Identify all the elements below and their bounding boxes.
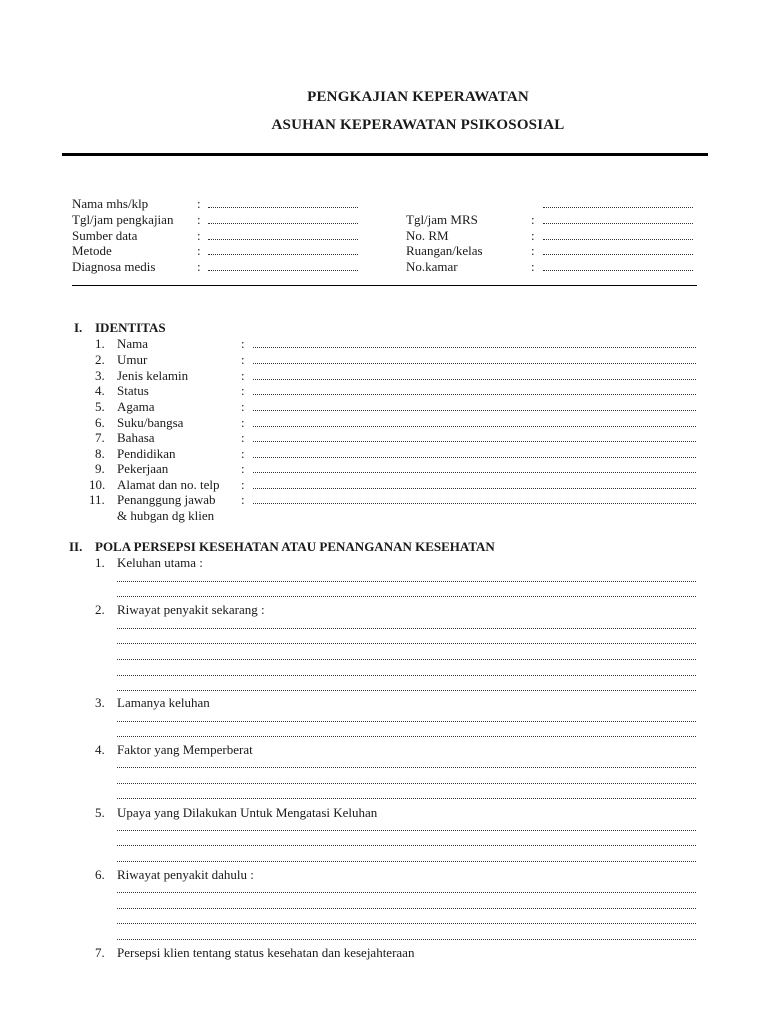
identitas-colon: : xyxy=(241,446,245,461)
identitas-field[interactable] xyxy=(253,338,696,350)
info-field-diagnosa[interactable] xyxy=(208,261,358,273)
title-rule xyxy=(62,153,708,156)
pola-answer-line[interactable] xyxy=(117,899,696,911)
pola-item-number: 6. xyxy=(95,867,105,882)
identitas-item-number: 11. xyxy=(89,492,105,507)
identitas-colon: : xyxy=(241,430,245,445)
pola-answer-line[interactable] xyxy=(117,758,696,770)
pola-answer-line[interactable] xyxy=(117,634,696,646)
info-field-ruangan[interactable] xyxy=(543,245,693,257)
info-colon: : xyxy=(197,196,201,211)
identitas-colon: : xyxy=(241,368,245,383)
pola-item-label: Riwayat penyakit dahulu : xyxy=(117,867,254,882)
identitas-item-number: 6. xyxy=(95,415,105,430)
pola-item-number: 1. xyxy=(95,555,105,570)
identitas-item-number: 3. xyxy=(95,368,105,383)
pola-answer-line[interactable] xyxy=(117,836,696,848)
info-colon: : xyxy=(197,259,201,274)
pola-item-label: Riwayat penyakit sekarang : xyxy=(117,602,265,617)
form-subtitle: ASUHAN KEPERAWATAN PSIKOSOSIAL xyxy=(271,117,565,133)
pola-answer-line[interactable] xyxy=(117,789,696,801)
identitas-field[interactable] xyxy=(253,354,696,366)
identitas-field[interactable] xyxy=(253,417,696,429)
identitas-colon: : xyxy=(241,352,245,367)
pola-answer-line[interactable] xyxy=(117,727,696,739)
pola-item-label: Faktor yang Memperberat xyxy=(117,742,253,757)
pola-answer-line[interactable] xyxy=(117,852,696,864)
identitas-field[interactable] xyxy=(253,448,696,460)
pola-answer-line[interactable] xyxy=(117,666,696,678)
identitas-item-label: Umur xyxy=(117,352,148,367)
identitas-item-label: Status xyxy=(117,383,149,398)
section1-number: I. xyxy=(74,320,83,335)
item11-continuation: & hubgan dg klien xyxy=(117,508,215,523)
info-label-metode: Metode xyxy=(72,243,112,258)
pola-answer-line[interactable] xyxy=(117,712,696,724)
identitas-item-label: Agama xyxy=(117,399,155,414)
info-colon: : xyxy=(531,212,535,227)
identitas-item-label: Pekerjaan xyxy=(117,461,169,476)
identitas-item-label: Suku/bangsa xyxy=(117,415,184,430)
identitas-field[interactable] xyxy=(253,432,696,444)
form-title: PENGKAJIAN KEPERAWATAN xyxy=(307,89,529,105)
info-colon: : xyxy=(531,243,535,258)
pola-item-number: 5. xyxy=(95,805,105,820)
pola-answer-line[interactable] xyxy=(117,883,696,895)
identitas-colon: : xyxy=(241,492,245,507)
info-label-ruangan: Ruangan/kelas xyxy=(406,243,483,258)
identitas-item-label: Jenis kelamin xyxy=(117,368,189,383)
identitas-field[interactable] xyxy=(253,479,696,491)
pola-answer-line[interactable] xyxy=(117,650,696,662)
identitas-item-number: 2. xyxy=(95,352,105,367)
info-field-tgl-mrs[interactable] xyxy=(543,214,693,226)
info-label-tgl-mrs: Tgl/jam MRS xyxy=(406,212,478,227)
identitas-field[interactable] xyxy=(253,385,696,397)
identitas-field[interactable] xyxy=(253,370,696,382)
pola-answer-line[interactable] xyxy=(117,681,696,693)
identitas-field[interactable] xyxy=(253,494,696,506)
identitas-colon: : xyxy=(241,383,245,398)
info-colon: : xyxy=(531,259,535,274)
pola-item-label: Lamanya keluhan xyxy=(117,695,210,710)
identitas-item-number: 9. xyxy=(95,461,105,476)
info-field-no-rm[interactable] xyxy=(543,230,693,242)
identitas-item-number: 1. xyxy=(95,336,105,351)
identitas-colon: : xyxy=(241,399,245,414)
identitas-item-number: 8. xyxy=(95,446,105,461)
info-label-tgl-pengkajian: Tgl/jam pengkajian xyxy=(72,212,174,227)
identitas-item-label: Alamat dan no. telp xyxy=(117,477,220,492)
info-field-no-kamar[interactable] xyxy=(543,261,693,273)
identitas-field[interactable] xyxy=(253,401,696,413)
identitas-item-number: 4. xyxy=(95,383,105,398)
pola-answer-line[interactable] xyxy=(117,821,696,833)
info-colon: : xyxy=(197,243,201,258)
info-label-diagnosa: Diagnosa medis xyxy=(72,259,156,274)
info-label-no-rm: No. RM xyxy=(406,228,449,243)
identitas-item-number: 10. xyxy=(89,477,106,492)
section1-title: IDENTITAS xyxy=(95,320,166,335)
pola-answer-line[interactable] xyxy=(117,914,696,926)
identitas-item-label: Nama xyxy=(117,336,149,351)
pola-item-number: 3. xyxy=(95,695,105,710)
identitas-colon: : xyxy=(241,415,245,430)
identitas-item-label: Penanggung jawab xyxy=(117,492,216,507)
pola-answer-line[interactable] xyxy=(117,774,696,786)
identitas-colon: : xyxy=(241,461,245,476)
pola-answer-line[interactable] xyxy=(117,930,696,942)
pola-item-number: 4. xyxy=(95,742,105,757)
pola-answer-line[interactable] xyxy=(117,619,696,631)
pola-item-label: Upaya yang Dilakukan Untuk Mengatasi Keluhan xyxy=(117,805,378,820)
pola-item-label: Persepsi klien tentang status kesehatan dan kesejahteraan xyxy=(117,945,415,960)
identitas-item-number: 7. xyxy=(95,430,105,445)
identitas-item-number: 5. xyxy=(95,399,105,414)
identitas-item-label: Bahasa xyxy=(117,430,155,445)
pola-answer-line[interactable] xyxy=(117,587,696,599)
info-label-no-kamar: No.kamar xyxy=(406,259,458,274)
info-colon: : xyxy=(197,212,201,227)
identitas-colon: : xyxy=(241,336,245,351)
section2-number: II. xyxy=(69,539,83,554)
info-field-sumber[interactable] xyxy=(208,230,358,242)
pola-item-number: 2. xyxy=(95,602,105,617)
info-field-right-top[interactable] xyxy=(543,198,693,210)
pola-item-label: Keluhan utama : xyxy=(117,555,203,570)
identitas-field[interactable] xyxy=(253,463,696,475)
info-label-sumber: Sumber data xyxy=(72,228,138,243)
info-field-nama[interactable] xyxy=(208,198,358,210)
info-colon: : xyxy=(197,228,201,243)
info-field-metode[interactable] xyxy=(208,245,358,257)
info-rule xyxy=(72,285,697,286)
info-field-tgl-pengkajian[interactable] xyxy=(208,214,358,226)
identitas-colon: : xyxy=(241,477,245,492)
identitas-item-label: Pendidikan xyxy=(117,446,176,461)
pola-answer-line[interactable] xyxy=(117,572,696,584)
pola-item-number: 7. xyxy=(95,945,105,960)
info-colon: : xyxy=(531,228,535,243)
info-label-nama: Nama mhs/klp xyxy=(72,196,149,211)
section2-title: POLA PERSEPSI KESEHATAN ATAU PENANGANAN KESEHATAN xyxy=(95,539,495,554)
